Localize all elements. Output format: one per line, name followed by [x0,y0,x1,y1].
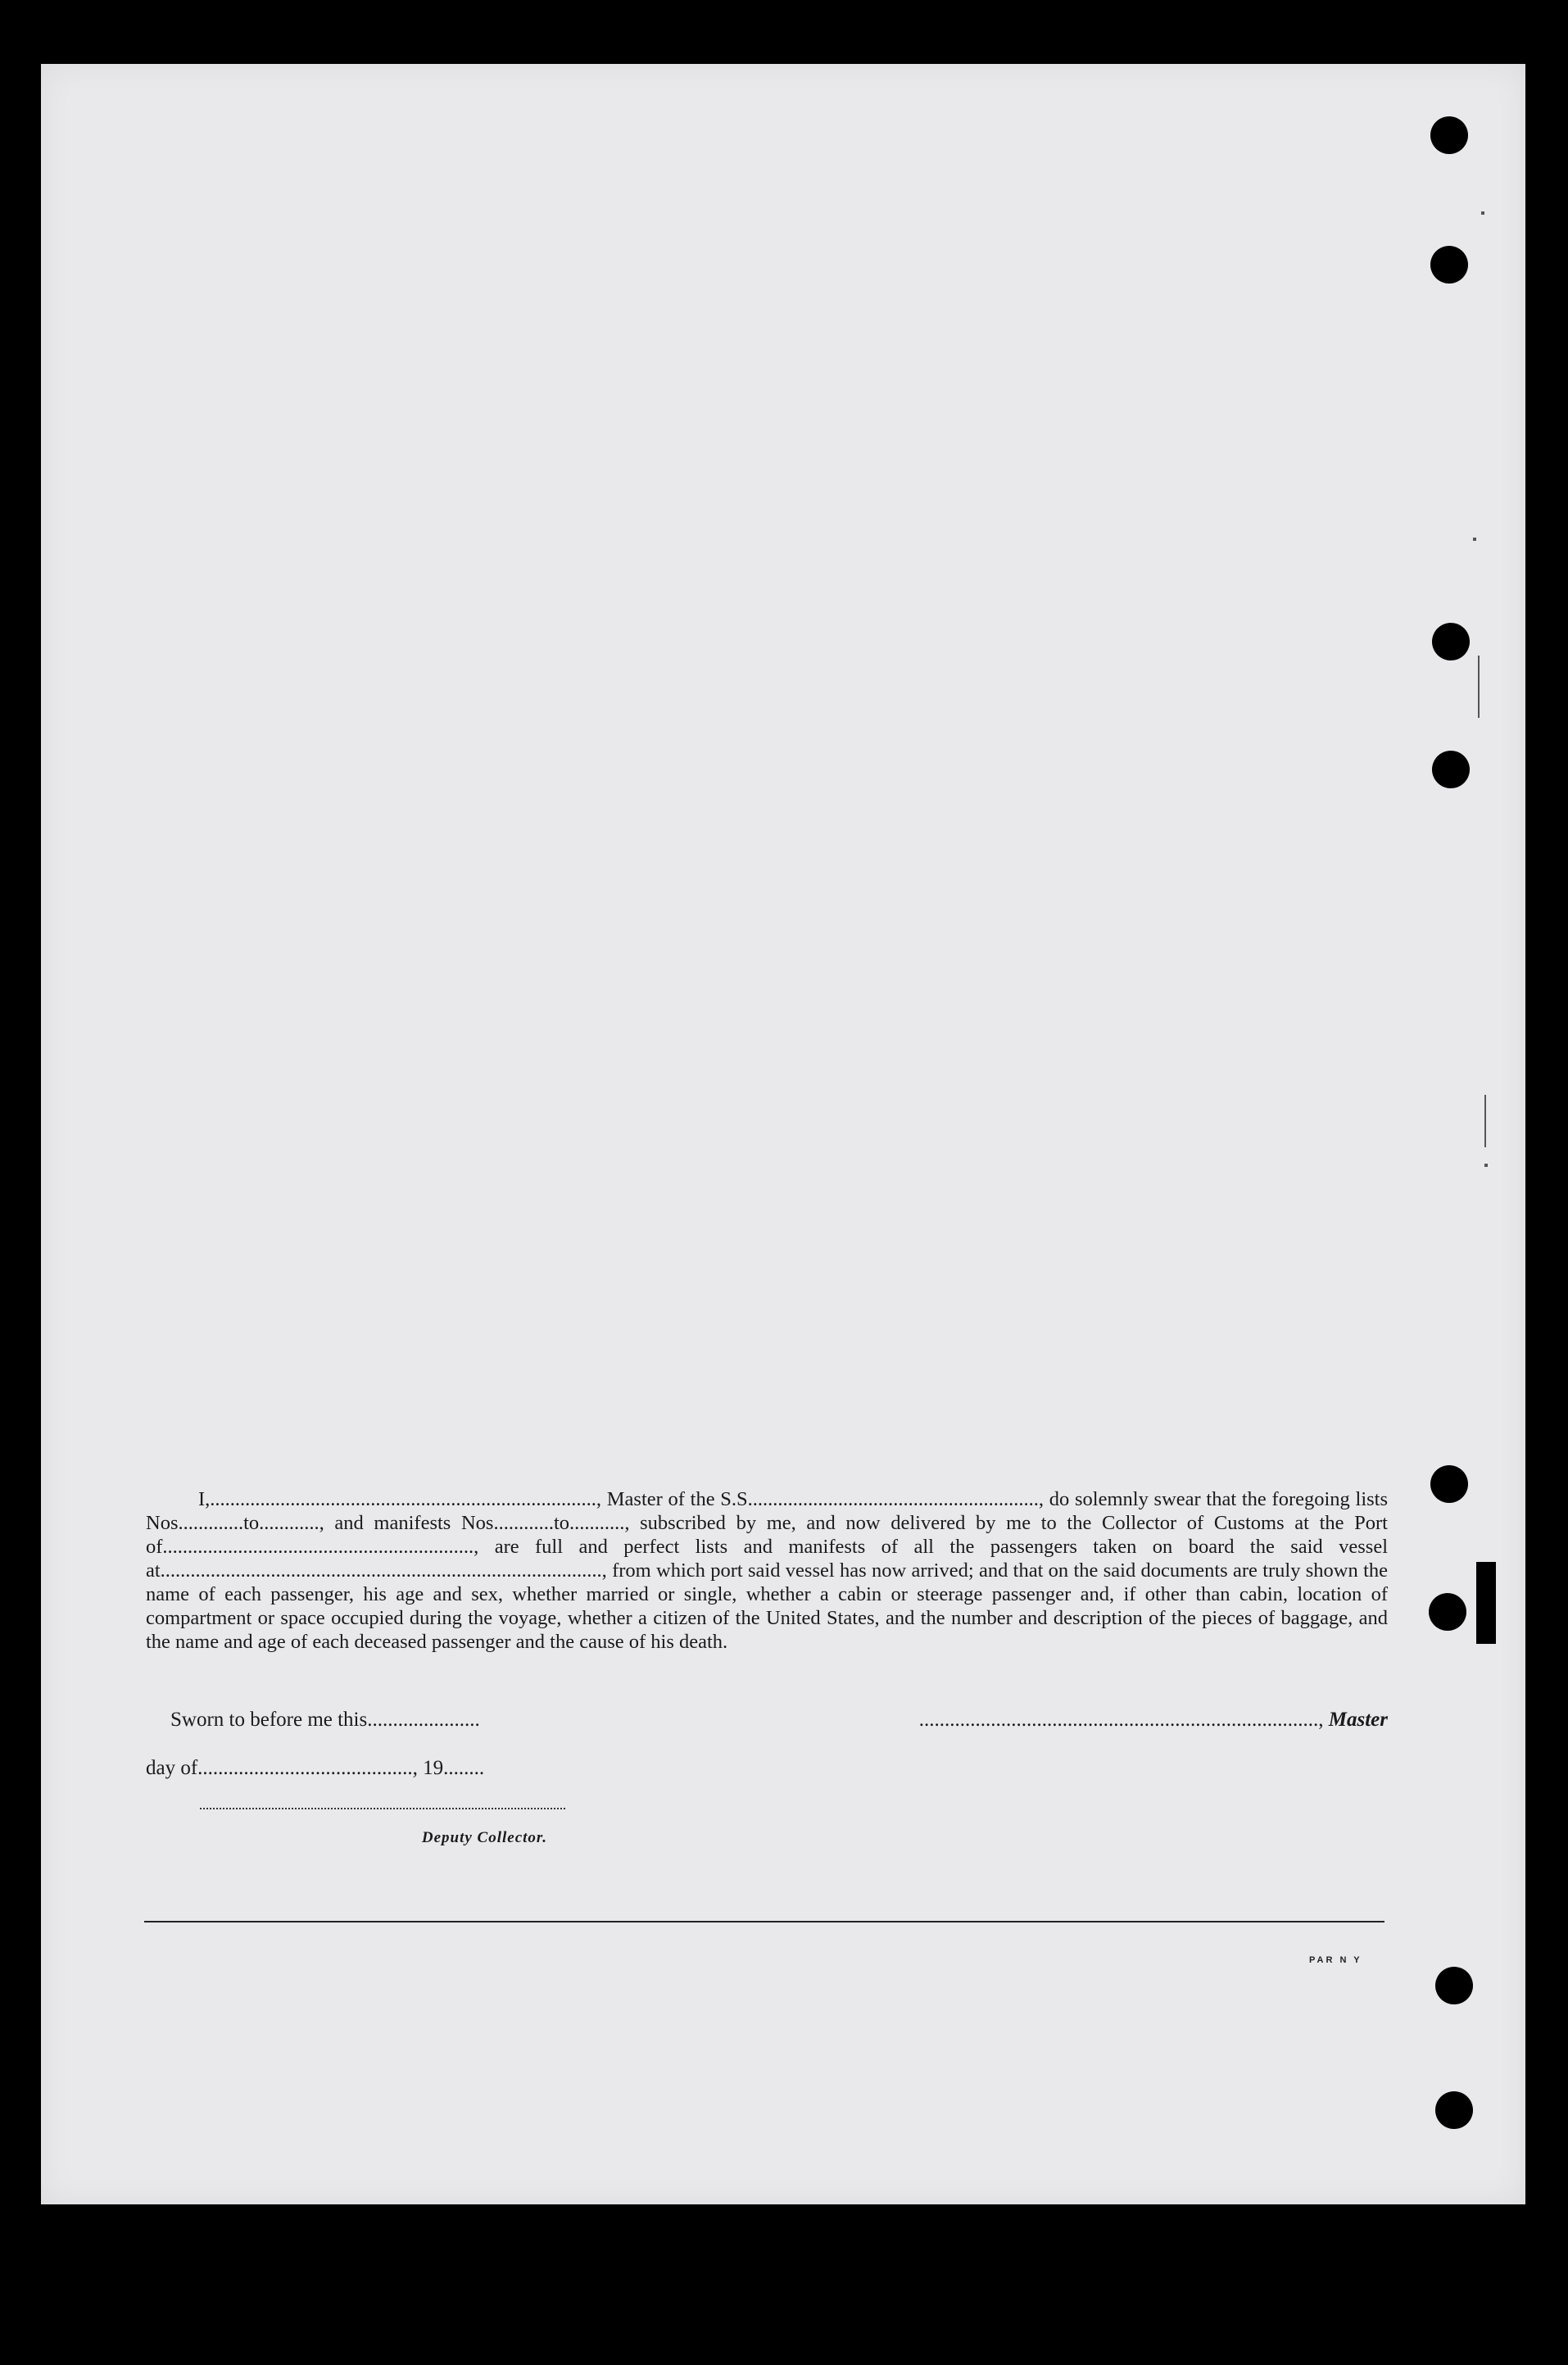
master-dots: .............................................................................., [918,1709,1324,1731]
deputy-signature-line [200,1808,565,1809]
day-of-line: day of.........................................., 19........ [146,1757,485,1779]
binder-hole [1430,116,1468,154]
manifest-page [41,64,1525,2204]
oath-paragraph: I,............................................................................., Master of the S.S.........................................................., do solemnly swear that the foregoing lists Nos.............to............, and manifests Nos............to..........., subscribed by me, and now delivered by me to the Collector of Customs at the Port of.............................................................., are full and perfect lists and manifests of all the passengers taken on board the said vessel at........................................................................................, from which port said vessel has now arrived; and that on the said documents are truly shown the name of each passenger, his age and sex, whether married or single, whether a cabin or steerage passenger and, if other than cabin, location of compartment or space occupied during the voyage, whether a citizen of the United States, and the number and description of the pieces of baggage, and the name and age of each deceased passenger and the cause of his death. [146,1488,1388,1653]
binder-hole [1432,751,1470,788]
master-label: Master [1328,1709,1388,1731]
binder-hole [1432,623,1470,660]
master-signature-line [883,1709,1388,1732]
margin-speck [1481,211,1484,215]
oath-declaration [146,1487,1388,1654]
binder-hole [1430,1465,1468,1503]
binder-hole [1430,246,1468,284]
printer-mark: PAR N Y [1309,1955,1362,1965]
deputy-collector-label: Deputy Collector. [421,1829,547,1846]
binder-hole [1435,2091,1473,2129]
horizontal-rule [144,1921,1384,1922]
binder-hole [1429,1593,1466,1631]
margin-speck [1484,1164,1488,1167]
sworn-line: Sworn to before me this...................... [170,1709,480,1731]
dark-tab-mark [1476,1562,1496,1644]
margin-speck [1478,656,1480,718]
margin-speck [1484,1095,1486,1147]
binder-hole [1435,1967,1473,2004]
margin-speck [1473,538,1476,541]
